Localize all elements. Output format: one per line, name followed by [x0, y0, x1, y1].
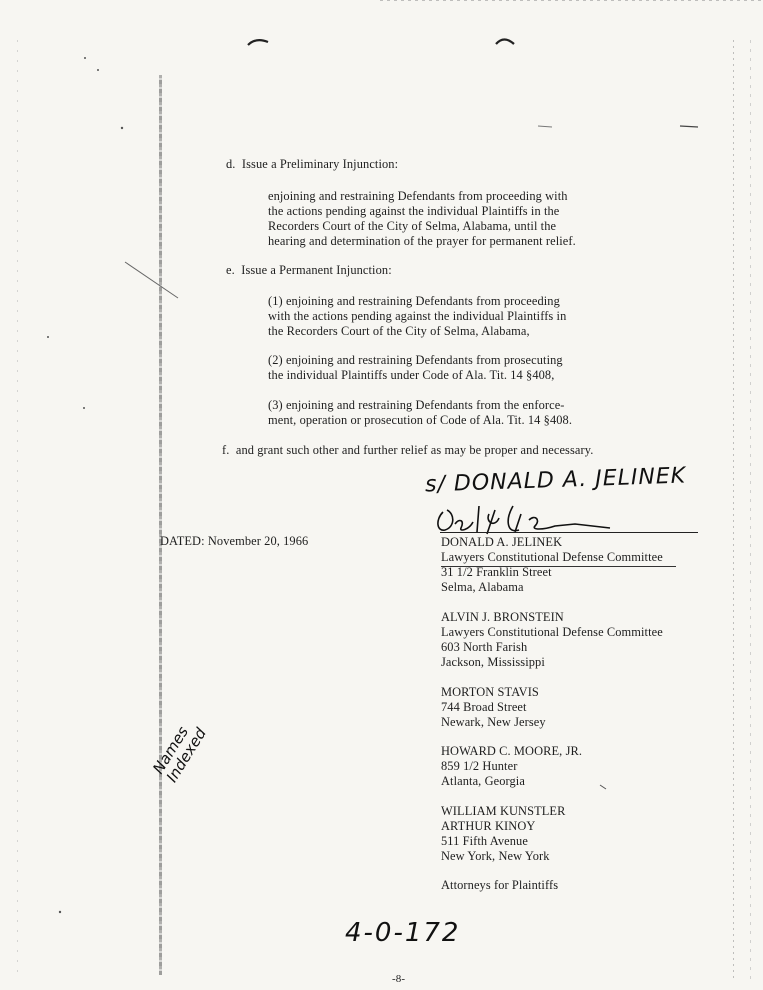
signature-rule	[440, 532, 698, 533]
attorney-1-line-2: 31 1/2 Franklin Street	[441, 565, 552, 579]
attorney-1-name: DONALD A. JELINEK	[441, 535, 563, 549]
item-f-label: f.	[222, 443, 230, 457]
item-d-title: Issue a Preliminary Injunction:	[241, 157, 399, 171]
attorney-2-line-1: Lawyers Constitutional Defense Committee	[441, 625, 663, 639]
item-e1-line-1: (1) enjoining and restraining Defendants from proceeding	[268, 294, 560, 308]
attorney-1-line-1: Lawyers Constitutional Defense Committee	[441, 550, 663, 564]
item-d-heading	[226, 157, 398, 172]
attorney-2-name: ALVIN J. BRONSTEIN	[441, 610, 564, 624]
attorney-1-line-3: Selma, Alabama	[441, 580, 524, 594]
attorney-3-line-2: Newark, New Jersey	[441, 715, 546, 729]
attorney-5-line-2: New York, New York	[441, 849, 550, 863]
attorney-2-line-3: Jackson, Mississippi	[441, 655, 545, 669]
file-number: 4-0-172	[345, 918, 461, 948]
item-e-title: Issue a Permanent Injunction:	[241, 263, 392, 277]
attorney-2-line-2: 603 North Farish	[441, 640, 528, 654]
item-e3-line-2: ment, operation or prosecution of Code of Ala. Tit. 14 §408.	[268, 413, 573, 427]
dated-line: DATED: November 20, 1966	[160, 534, 309, 548]
item-d-label: d.	[226, 157, 236, 171]
attorney-5-name: WILLIAM KUNSTLER	[441, 804, 566, 818]
item-e3-line-1: (3) enjoining and restraining Defendants from the enforce-	[268, 398, 565, 412]
item-f-text: and grant such other and further relief as may be proper and necessary.	[235, 443, 594, 457]
signature-print: s/ DONALD A. JELINEK	[424, 463, 687, 498]
item-d-line-4: hearing and determination of the prayer for permanent relief.	[268, 234, 576, 248]
attorney-3-line-1: 744 Broad Street	[441, 700, 527, 714]
item-e2-line-2: the individual Plaintiffs under Code of Ala. Tit. 14 §408,	[268, 368, 555, 382]
attorney-3-name: MORTON STAVIS	[441, 685, 539, 699]
attorneys-for-plaintiffs: Attorneys for Plaintiffs	[441, 878, 559, 892]
margin-note-names-indexed: Names Indexed	[149, 723, 210, 786]
attorney-4-line-2: Atlanta, Georgia	[441, 774, 525, 788]
item-e-label: e.	[226, 263, 235, 277]
item-d-line-3: Recorders Court of the City of Selma, Alabama, until the	[268, 219, 557, 233]
item-d-line-1: enjoining and restraining Defendants from proceeding with	[268, 189, 568, 203]
item-e-heading	[226, 263, 392, 278]
attorney-5-line-1: 511 Fifth Avenue	[441, 834, 528, 848]
attorney-6-name: ARTHUR KINOY	[441, 819, 536, 833]
attorney-4-line-1: 859 1/2 Hunter	[441, 759, 518, 773]
item-e1-line-2: with the actions pending against the individual Plaintiffs in	[268, 309, 567, 323]
item-d-line-2: the actions pending against the individual Plaintiffs in the	[268, 204, 560, 218]
item-e2-line-1: (2) enjoining and restraining Defendants from prosecuting	[268, 353, 563, 367]
item-e1-line-3: the Recorders Court of the City of Selma, Alabama,	[268, 324, 530, 338]
attorney-4-name: HOWARD C. MOORE, JR.	[441, 744, 583, 758]
page-number: -8-	[392, 973, 406, 985]
item-f	[222, 443, 593, 458]
